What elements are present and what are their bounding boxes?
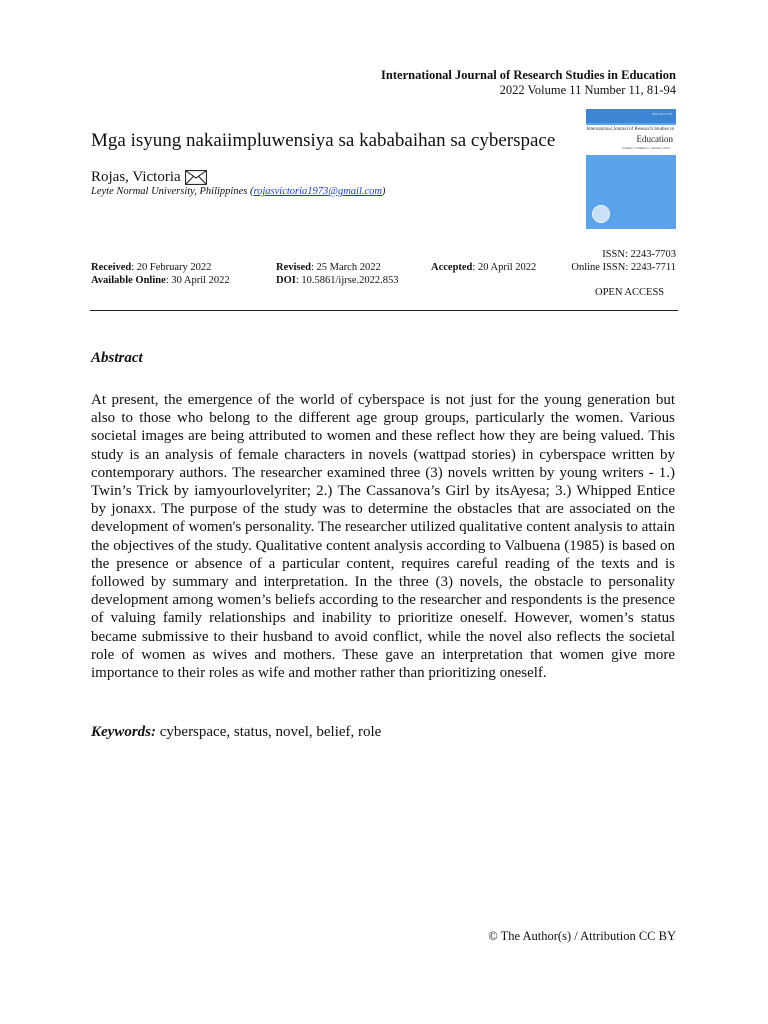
- author-line: [91, 167, 207, 187]
- received-value: : 20 February 2022: [131, 262, 212, 273]
- abstract-heading: Abstract: [91, 350, 143, 366]
- accepted-value: : 20 April 2022: [472, 262, 537, 273]
- affiliation-close: ): [382, 186, 386, 197]
- received-date: [91, 261, 211, 274]
- revised-date: [276, 261, 381, 274]
- received-label: Received: [91, 262, 132, 273]
- license-footer: © The Author(s) / Attribution CC BY: [488, 929, 676, 943]
- author-name: Rojas, Victoria: [91, 169, 181, 185]
- keywords-value: cyberspace, status, novel, belief, role: [159, 724, 382, 740]
- issn-print: ISSN: 2243-7703: [602, 249, 676, 260]
- accepted-label: Accepted: [431, 262, 473, 273]
- keywords-label: Keywords:: [91, 724, 156, 740]
- open-access-label: OPEN ACCESS: [595, 287, 665, 298]
- cover-top-text: ISSN 2243-7703: [651, 112, 672, 116]
- abstract-body: At present, the emergence of the world of cyberspace is not just for the young generation but also to those who belong to the different age group groups, particularly the women. Various societal images are being attributed to women and these reflect how they are being valued. This study is an analysis of female characters in novels (wattpad stories) in cyberspace written by contemporary authors. The researcher examined three (3) novels written by young writers - 1.) Twin’s Trick by iamyourlovelyriter; 2.) The Cassanova’s Girl by itsAyesa; 3.) Whipped Entice by jonaxx. The purpose of the study was to determine the obstacles that are associated on the development of women's personality. The researcher utilized qualitative content analysis to attain the objectives of the study. Qualitative content analysis according to Valbuena (1985) is based on the presence or absence of a particular content, requires careful reading of the texts and is followed by summary and interpretation. In the three (3) novels, the obstacle to personality development among women’s beliefs according to the researcher and respondents is the presence of valuing family relationships and inability to prioritize oneself. However, women’s status became submissive to their husband to avoid conflict, while the novel also reflects the societal role of women as wives and mothers. These gave an interpretation that women give more importance to their roles as wife and mother rather than prioritizing oneself.: [91, 392, 675, 682]
- affiliation-text: Leyte Normal University, Philippines (: [91, 186, 254, 197]
- keywords: [91, 723, 381, 741]
- header-rule: [90, 310, 678, 311]
- journal-issue: 2022 Volume 11 Number 11, 81-94: [499, 83, 676, 97]
- doi: [276, 274, 399, 287]
- available-online-date: [91, 274, 230, 287]
- issn-block: [571, 248, 676, 274]
- doi-label: DOI: [276, 275, 296, 286]
- available-value: : 30 April 2022: [165, 275, 230, 286]
- revised-value: : 25 March 2022: [311, 262, 381, 273]
- cover-title-education: Education: [636, 134, 673, 144]
- cover-title-line: International Journal of Research Studies in: [586, 127, 674, 132]
- journal-cover: [586, 109, 676, 229]
- mail-icon[interactable]: [185, 170, 207, 185]
- author-email-link[interactable]: rojasvictoria1973@gmail.com: [253, 186, 382, 197]
- available-label: Available Online: [91, 275, 166, 286]
- accepted-date: [431, 261, 536, 274]
- seal-icon: [592, 205, 610, 223]
- paper-title: Mga isyung nakaiimpluwensiya sa kababaihan sa cyberspace: [91, 130, 556, 151]
- cover-title-band: [586, 125, 676, 155]
- doi-value: : 10.5861/ijrse.2022.853: [295, 275, 399, 286]
- affiliation: [91, 185, 386, 198]
- cover-volume-line: Volume 1 Number 1 January 2012: [621, 146, 670, 150]
- revised-label: Revised: [276, 262, 311, 273]
- journal-name: International Journal of Research Studies in Education: [381, 68, 676, 82]
- issn-online: Online ISSN: 2243-7711: [571, 262, 676, 273]
- cover-top-strip: [586, 109, 676, 123]
